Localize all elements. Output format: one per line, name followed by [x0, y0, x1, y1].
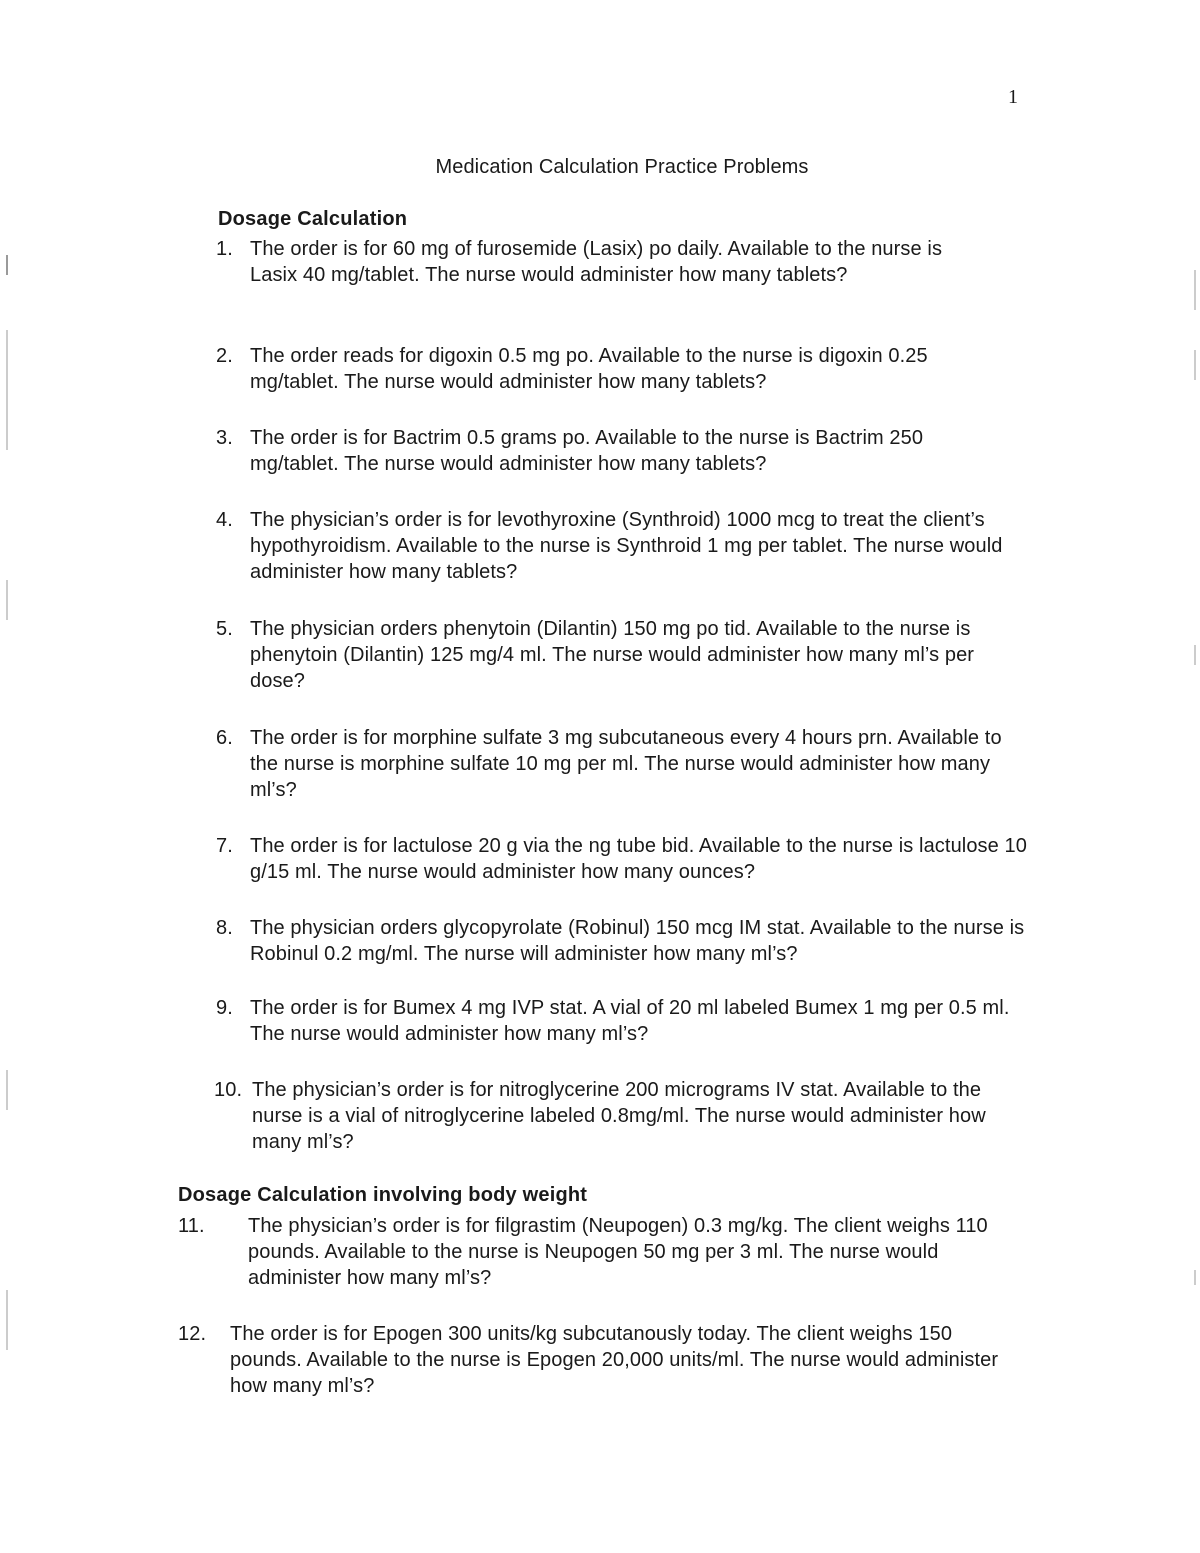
scan-edge-mark: [1194, 350, 1196, 380]
problem-number: 1.: [216, 238, 233, 260]
problem-item: [216, 916, 1035, 968]
problem-text: The order is for Epogen 300 units/kg subcutanously today. The client weighs 150 pounds. Available to the nurse is Epogen 20,000 units/ml. The nurse would administer how many ml’s?: [230, 1323, 999, 1397]
problem-item: [216, 726, 1025, 803]
problem-number: 3.: [216, 427, 233, 449]
problem-number: 8.: [216, 917, 233, 939]
page-title: Medication Calculation Practice Problems: [435, 156, 809, 178]
problem-text: The physician orders glycopyrolate (Robinul) 150 mcg IM stat. Available to the nurse is Robinul 0.2 mg/ml. The nurse will administer how many ml’s?: [250, 917, 1025, 965]
problem-item: [178, 1214, 1003, 1291]
problem-item: [214, 1078, 992, 1155]
problem-text: The physician orders phenytoin (Dilantin) 150 mg po tid. Available to the nurse is phenytoin (Dilantin) 125 mg/4 ml. The nurse would administer how many ml’s per dose?: [250, 618, 975, 692]
scan-edge-mark: [6, 1290, 8, 1350]
problem-number: 10.: [214, 1079, 243, 1101]
problem-text: The order reads for digoxin 0.5 mg po. Available to the nurse is digoxin 0.25 mg/tablet. The nurse would administer how many tablets?: [250, 345, 928, 393]
scan-edge-mark: [6, 580, 8, 620]
problem-number: 11.: [178, 1215, 205, 1237]
problem-text: The order is for Bactrim 0.5 grams po. Available to the nurse is Bactrim 250 mg/tablet. The nurse would administer how many tablets?: [250, 427, 924, 475]
section-heading-dosage-calculation: Dosage Calculation: [218, 208, 408, 230]
problem-item: [216, 237, 990, 289]
problem-number: 7.: [216, 835, 233, 857]
scan-edge-mark: [6, 255, 8, 275]
problem-number: 12.: [178, 1323, 207, 1345]
problem-text: The order is for lactulose 20 g via the ng tube bid. Available to the nurse is lactulose 10 g/15 ml. The nurse would administer how many ounces?: [250, 835, 1027, 883]
problem-text: The physician’s order is for nitroglycerine 200 micrograms IV stat. Available to the nurse is a vial of nitroglycerine labeled 0.8mg/ml. The nurse would administer how many ml’s?: [252, 1079, 986, 1153]
scan-edge-mark: [1194, 645, 1196, 665]
problem-number: 5.: [216, 618, 233, 640]
scan-edge-mark: [6, 1070, 8, 1110]
problem-number: 9.: [216, 997, 233, 1019]
problem-text: The order is for Bumex 4 mg IVP stat. A vial of 20 ml labeled Bumex 1 mg per 0.5 ml. The nurse would administer how many ml’s?: [250, 997, 1010, 1045]
problem-number: 4.: [216, 509, 233, 531]
scan-edge-mark: [1194, 1270, 1196, 1285]
problem-item: [216, 426, 1000, 478]
section-heading-body-weight: Dosage Calculation involving body weight: [178, 1184, 588, 1206]
page-number: 1: [1008, 86, 1018, 108]
problem-number: 2.: [216, 345, 233, 367]
problem-text: The order is for morphine sulfate 3 mg subcutaneous every 4 hours prn. Available to the nurse is morphine sulfate 10 mg per ml. The nurse would administer how many ml’s?: [250, 727, 1002, 801]
problem-text: The physician’s order is for filgrastim (Neupogen) 0.3 mg/kg. The client weighs 110 pounds. Available to the nurse is Neupogen 50 mg per 3 ml. The nurse would administer how many ml’s?: [248, 1215, 988, 1289]
problem-item: [216, 344, 1000, 396]
problem-item: [216, 617, 1010, 694]
problem-text: The order is for 60 mg of furosemide (Lasix) po daily. Available to the nurse is Lasix 40 mg/tablet. The nurse would administer how many tablets?: [250, 238, 943, 286]
problem-item: [216, 508, 1010, 585]
problem-text: The physician’s order is for levothyroxine (Synthroid) 1000 mcg to treat the client’s hypothyroidism. Available to the nurse is Synthroid 1 mg per tablet. The nurse would administer how many tablets?: [250, 509, 1003, 583]
scan-edge-mark: [6, 330, 8, 450]
problem-number: 6.: [216, 727, 233, 749]
problem-item: [178, 1322, 1005, 1399]
problem-item: [216, 834, 1035, 886]
problem-item: [216, 996, 1030, 1048]
scan-edge-mark: [1194, 270, 1196, 310]
